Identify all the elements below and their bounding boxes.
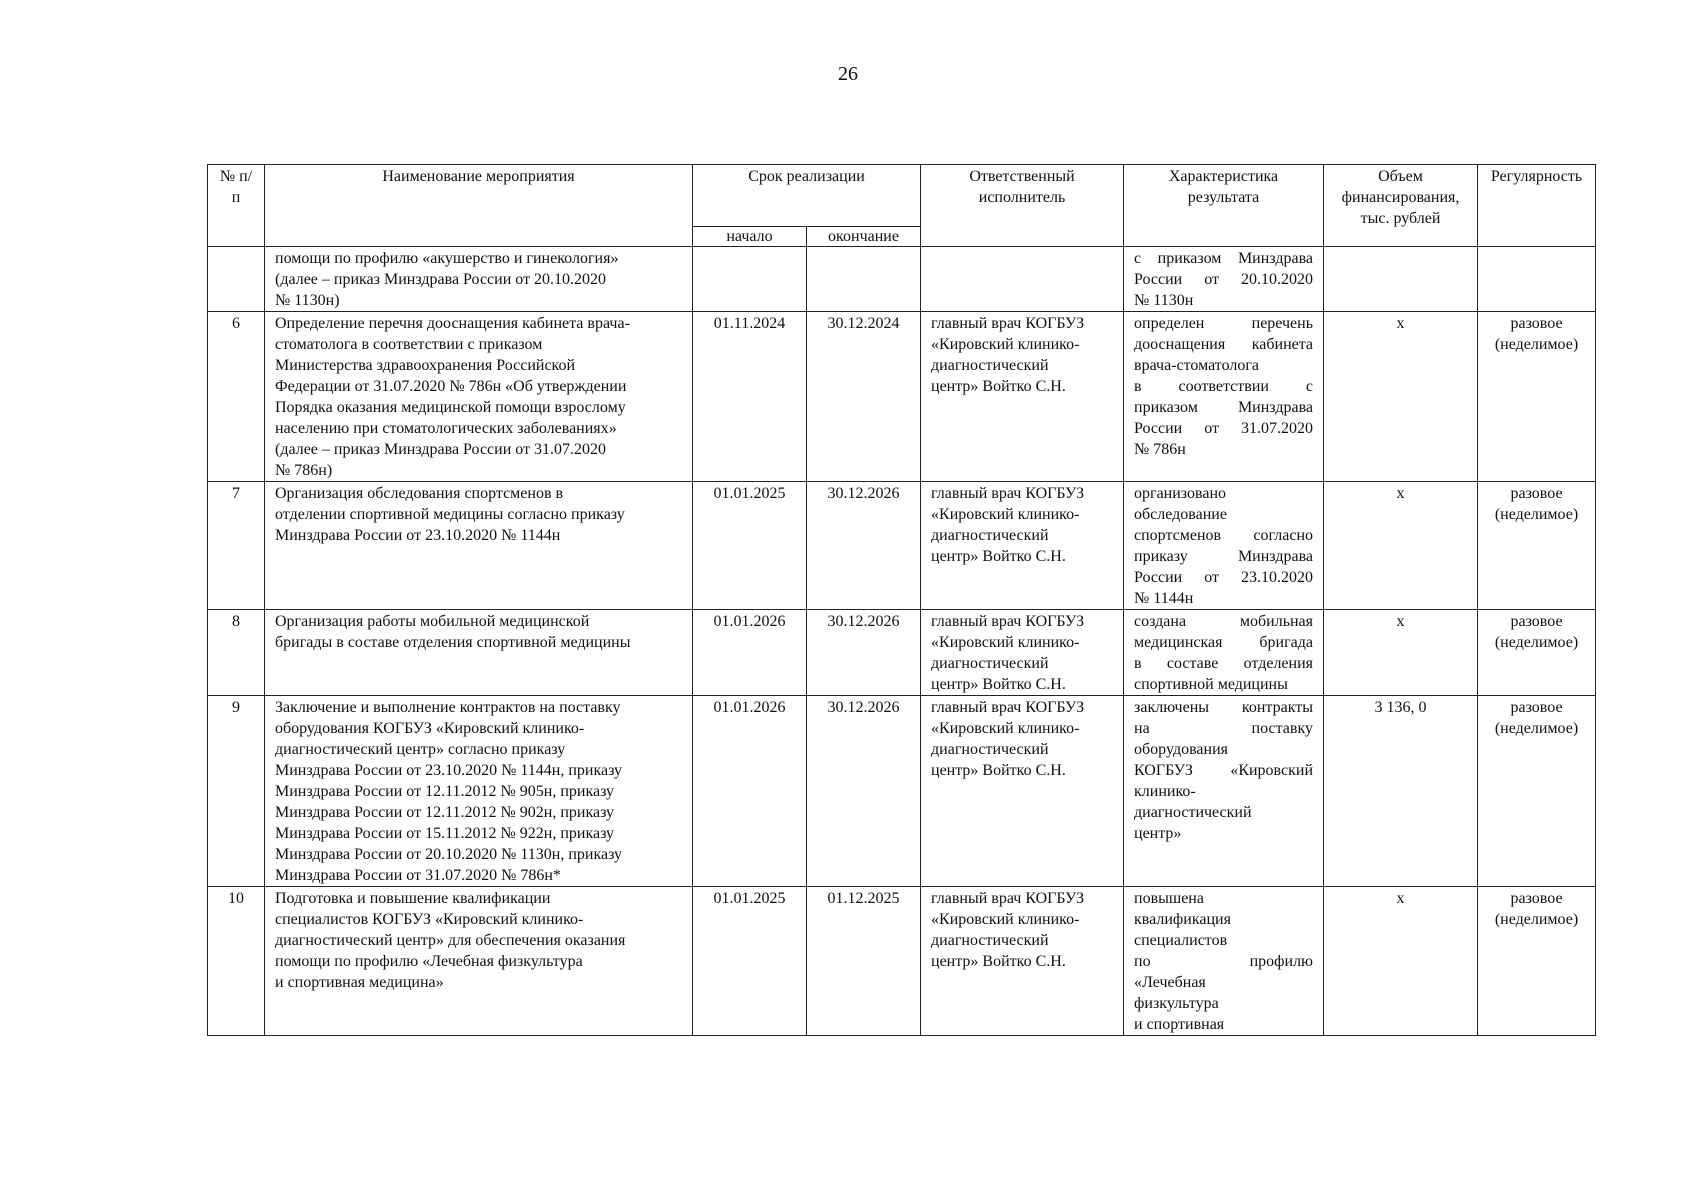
result-description-line: клинико- [1134,783,1196,800]
regularity [1478,696,1596,887]
end-date: 30.12.2026 [807,482,921,610]
executor-line: диагностический [931,741,1049,758]
activity-name-line: (далее – приказ Минздрава России от 20.10.2020 [275,271,607,288]
table-row [208,887,1596,1036]
result-description [1124,247,1324,312]
executor-line: «Кировский клинико- [931,336,1080,353]
regularity-line: разовое [1510,315,1563,332]
activity-name-line: помощи по профилю «акушерство и гинекология» [275,250,619,267]
header-end: окончание [807,227,921,247]
table-row [208,312,1596,482]
activity-name-line: Министерства здравоохранения Российской [275,357,576,374]
funding-amount: х [1324,610,1478,696]
result-description-line: приказом Минздрава [1134,399,1314,416]
activity-name-line: помощи по профилю «Лечебная физкультура [275,953,583,970]
regularity-line: (неделимое) [1494,506,1579,523]
start-date: 01.01.2025 [693,482,807,610]
activity-name-line: Минздрава России от 12.11.2012 № 905н, приказу [275,783,615,800]
result-description-line: в составе отделения [1134,655,1314,672]
activity-name-line: № 1130н) [275,292,340,309]
activity-name [265,312,693,482]
executor [921,312,1124,482]
row-number: 10 [208,887,265,1036]
table-row [208,696,1596,887]
result-description-line: № 786н [1134,441,1186,458]
regularity-line: разовое [1510,613,1563,630]
activity-name-line: Федерации от 31.07.2020 № 786н «Об утверждении [275,378,627,395]
result-description-line: по профилю [1134,953,1314,970]
activity-name-line: Минздрава России от 23.10.2020 № 1144н, приказу [275,762,623,779]
header-regularity: Регулярность [1478,165,1596,247]
funding-amount: 3 136, 0 [1324,696,1478,887]
result-description-line: оборудования [1134,741,1229,758]
executor [921,482,1124,610]
result-description-line: России от 23.10.2020 [1134,569,1314,586]
executor-line: центр» Войтко С.Н. [931,953,1066,970]
row-number: 8 [208,610,265,696]
executor [921,610,1124,696]
header-start: начало [693,227,807,247]
end-date: 01.12.2025 [807,887,921,1036]
executor-line: диагностический [931,655,1049,672]
result-description [1124,312,1324,482]
result-description-line: спортивной медицины [1134,676,1288,693]
activity-name [265,610,693,696]
regularity [1478,482,1596,610]
result-description-line: спортсменов согласно [1134,527,1314,544]
executor [921,887,1124,1036]
executor-line: «Кировский клинико- [931,506,1080,523]
activity-name-line: Организация работы мобильной медицинской [275,613,590,630]
result-description-line: повышена [1134,890,1204,907]
row-number [208,247,265,312]
executor-line: диагностический [931,527,1049,544]
executor [921,696,1124,887]
executor-line: «Кировский клинико- [931,720,1080,737]
regularity-line: (неделимое) [1494,336,1579,353]
funding-amount: х [1324,312,1478,482]
activity-name-line: Определение перечня дооснащения кабинета врача- [275,315,630,332]
executor-line: главный врач КОГБУЗ [931,613,1085,630]
activity-name-line: Подготовка и повышение квалификации [275,890,551,907]
executor-line: диагностический [931,932,1049,949]
result-description [1124,696,1324,887]
regularity [1478,887,1596,1036]
activities-table [207,164,1596,1036]
executor-line: центр» Войтко С.Н. [931,762,1066,779]
executor-line: диагностический [931,357,1049,374]
result-description-line: обследование [1134,506,1227,523]
result-description-line: № 1144н [1134,590,1194,607]
end-date: 30.12.2026 [807,696,921,887]
funding-amount [1324,247,1478,312]
activity-name-line: диагностический центр» согласно приказу [275,741,566,758]
activity-name-line: бригады в составе отделения спортивной медицины [275,634,631,651]
table-row [208,610,1596,696]
end-date [807,247,921,312]
activity-name-line: стоматолога в соответствии с приказом [275,336,543,353]
result-description-line: России от 31.07.2020 [1134,420,1314,437]
result-description-line: с приказом Минздрава [1134,250,1314,267]
end-date: 30.12.2024 [807,312,921,482]
result-description-line: заключены контракты [1134,699,1314,716]
table-row [208,482,1596,610]
activity-name [265,887,693,1036]
row-number: 7 [208,482,265,610]
result-description [1124,482,1324,610]
result-description [1124,887,1324,1036]
result-description-line: специалистов [1134,932,1228,949]
result-description-line: диагностический [1134,804,1252,821]
executor-line: центр» Войтко С.Н. [931,378,1066,395]
activity-name-line: Минздрава России от 31.07.2020 № 786н* [275,867,561,884]
result-description-line: на поставку [1134,720,1314,737]
funding-amount: х [1324,887,1478,1036]
activity-name [265,482,693,610]
header-result: Характеристика результата [1124,165,1324,247]
result-description-line: создана мобильная [1134,613,1314,630]
activity-name-line: Заключение и выполнение контрактов на поставку [275,699,621,716]
activity-name-line: № 786н) [275,462,333,479]
header-num: № п/п [208,165,265,247]
result-description-line: России от 20.10.2020 [1134,271,1314,288]
header-term: Срок реализации [693,165,921,227]
result-description-line: приказу Минздрава [1134,548,1314,565]
activity-name [265,247,693,312]
funding-amount: х [1324,482,1478,610]
header-funding: Объем финансирования, тыс. рублей [1324,165,1478,247]
result-description-line: «Лечебная [1134,974,1206,991]
activity-name-line: диагностический центр» для обеспечения оказания [275,932,626,949]
start-date: 01.11.2024 [693,312,807,482]
executor [921,247,1124,312]
activity-name-line: Минздрава России от 12.11.2012 № 902н, приказу [275,804,615,821]
regularity [1478,610,1596,696]
executor-line: центр» Войтко С.Н. [931,548,1066,565]
result-description-line: квалификация [1134,911,1231,928]
regularity-line: (неделимое) [1494,634,1579,651]
executor-line: «Кировский клинико- [931,911,1080,928]
table-row [208,247,1596,312]
activity-name-line: Минздрава России от 23.10.2020 № 1144н [275,527,561,544]
row-number: 6 [208,312,265,482]
regularity-line: разовое [1510,699,1563,716]
result-description-line: дооснащения кабинета [1134,336,1314,353]
executor-line: главный врач КОГБУЗ [931,485,1085,502]
activity-name-line: отделении спортивной медицины согласно приказу [275,506,625,523]
result-description-line: и спортивная [1134,1016,1225,1033]
activity-name-line: оборудования КОГБУЗ «Кировский клинико- [275,720,585,737]
executor-line: «Кировский клинико- [931,634,1080,651]
header-name: Наименование мероприятия [265,165,693,247]
regularity-line: (неделимое) [1494,911,1579,928]
result-description-line: организовано [1134,485,1227,502]
result-description-line: определен перечень [1134,315,1314,332]
regularity [1478,312,1596,482]
header-executor: Ответственный исполнитель [921,165,1124,247]
result-description-line: в соответствии с [1134,378,1314,395]
activity-name [265,696,693,887]
activity-name-line: и спортивная медицина» [275,974,444,991]
activity-name-line: специалистов КОГБУЗ «Кировский клинико- [275,911,584,928]
activity-name-line: Минздрава России от 20.10.2020 № 1130н, приказу [275,846,623,863]
activity-name-line: Минздрава России от 15.11.2012 № 922н, приказу [275,825,615,842]
result-description [1124,610,1324,696]
start-date: 01.01.2026 [693,696,807,887]
page-number: 26 [838,63,858,85]
start-date [693,247,807,312]
result-description-line: физкультура [1134,995,1219,1012]
result-description-line: медицинская бригада [1134,634,1314,651]
activity-name-line: Организация обследования спортсменов в [275,485,564,502]
activity-name-line: Порядка оказания медицинской помощи взрослому [275,399,626,416]
regularity-line: (неделимое) [1494,720,1579,737]
result-description-line: КОГБУЗ «Кировский [1134,762,1314,779]
result-description-line: № 1130н [1134,292,1194,309]
activity-name-line: (далее – приказ Минздрава России от 31.07.2020 [275,441,607,458]
executor-line: главный врач КОГБУЗ [931,315,1085,332]
regularity [1478,247,1596,312]
executor-line: главный врач КОГБУЗ [931,890,1085,907]
activity-name-line: населению при стоматологических заболеваниях» [275,420,617,437]
start-date: 01.01.2026 [693,610,807,696]
regularity-line: разовое [1510,485,1563,502]
result-description-line: центр» [1134,825,1182,842]
start-date: 01.01.2025 [693,887,807,1036]
result-description-line: врача-стоматолога [1134,357,1260,374]
end-date: 30.12.2026 [807,610,921,696]
row-number: 9 [208,696,265,887]
executor-line: центр» Войтко С.Н. [931,676,1066,693]
regularity-line: разовое [1510,890,1563,907]
executor-line: главный врач КОГБУЗ [931,699,1085,716]
